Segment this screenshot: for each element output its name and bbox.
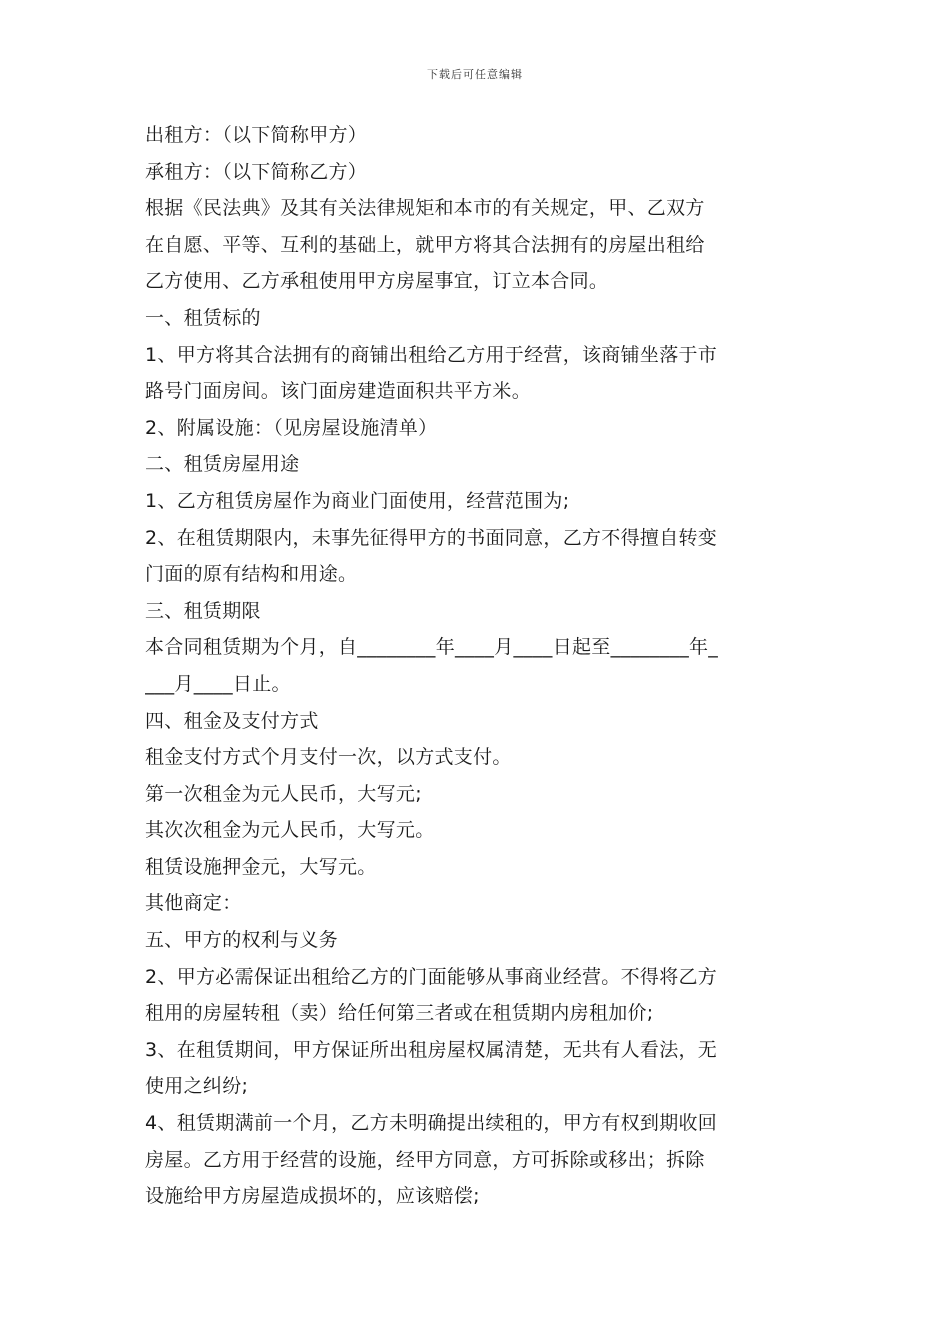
text-line: 其他商定： [145, 892, 242, 915]
text-line: 租用的房屋转租（卖）给任何第三者或在租赁期内房租加价; [145, 1002, 654, 1025]
text-line: 使用之纠纷; [145, 1075, 249, 1098]
text-line: 4、租赁期满前一个月，乙方未明确提出续租的，甲方有权到期收回 [145, 1112, 718, 1135]
text-line: 乙方使用、乙方承租使用甲方房屋事宜，订立本合同。 [145, 270, 609, 293]
text-line: 本合同租赁期为个月，自________年____月____日起至________年_ [145, 636, 719, 659]
text-line: 3、在租赁期间，甲方保证所出租房屋权属清楚，无共有人看法，无 [145, 1038, 718, 1061]
contract-body [145, 117, 815, 1215]
section-heading: 三、租赁期限 [145, 599, 261, 622]
header-note: 下载后可任意编辑 [427, 68, 523, 81]
section-heading: 四、租金及支付方式 [145, 709, 319, 732]
text-line: 2、在租赁期限内，未事先征得甲方的书面同意，乙方不得擅自转变 [145, 526, 718, 549]
section-heading: 五、甲方的权利与义务 [145, 929, 339, 952]
text-line: 1、乙方租赁房屋作为商业门面使用，经营范围为; [145, 489, 570, 512]
text-line: 在自愿、平等、互利的基础上，就甲方将其合法拥有的房屋出租给 [145, 233, 705, 256]
text-line: 出租方：（以下简称甲方） [145, 124, 368, 146]
text-line: 2、甲方必需保证出租给乙方的门面能够从事商业经营。不得将乙方 [145, 965, 718, 988]
section-heading: 二、租赁房屋用途 [145, 453, 300, 476]
section-heading: 一、租赁标的 [145, 306, 261, 329]
text-line: 租赁设施押金元，大写元。 [145, 855, 377, 878]
text-line: 1、甲方将其合法拥有的商铺出租给乙方用于经营，该商铺坐落于市 [145, 343, 718, 366]
text-line: 房屋。乙方用于经营的设施，经甲方同意，方可拆除或移出；拆除 [145, 1148, 705, 1171]
text-line: 承租方：（以下简称乙方） [145, 160, 368, 183]
text-line: ___月____日止。 [145, 672, 291, 695]
text-line: 根据《民法典》及其有关法律规矩和本市的有关规定，甲、乙双方 [145, 197, 705, 220]
text-line: 租金支付方式个月支付一次，以方式支付。 [145, 746, 512, 769]
text-line: 第一次租金为元人民币，大写元; [145, 782, 422, 805]
text-line: 2、附属设施：（见房屋设施清单） [145, 416, 438, 439]
text-line: 路号门面房间。该门面房建造面积共平方米。 [145, 380, 532, 403]
text-line: 其次次租金为元人民币，大写元。 [145, 819, 435, 842]
text-line: 设施给甲方房屋造成损坏的，应该赔偿; [145, 1185, 480, 1208]
text-line: 门面的原有结构和用途。 [145, 563, 358, 586]
